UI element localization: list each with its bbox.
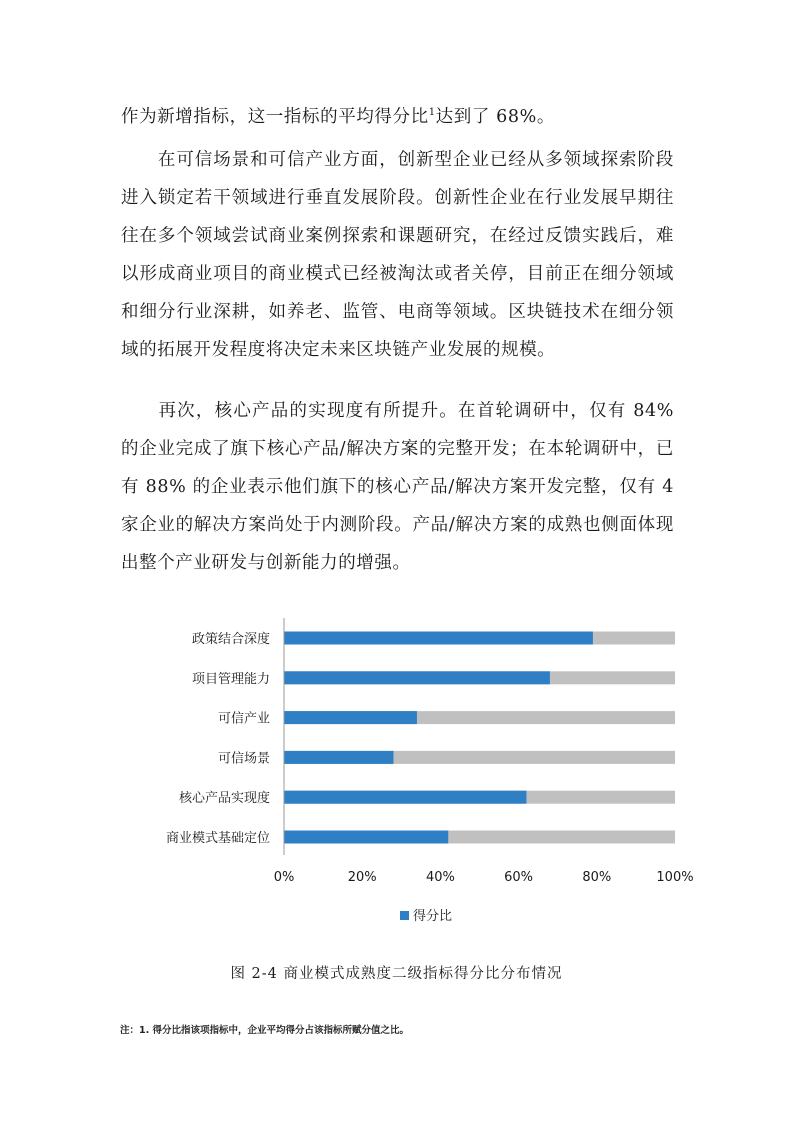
category-label: 可信场景: [217, 751, 270, 767]
category-label: 项目管理能力: [191, 671, 270, 687]
x-tick-label: 60%: [504, 870, 534, 885]
x-tick-label: 20%: [347, 870, 377, 885]
bar-score: [284, 671, 550, 684]
footnote-marker[interactable]: 1: [428, 107, 436, 118]
legend-label: 得分比: [413, 909, 453, 924]
paragraph-1-text: 作为新增指标，这一指标的平均得分比: [121, 107, 429, 127]
bar-score: [284, 632, 593, 645]
x-tick-label: 100%: [656, 870, 694, 885]
category-label: 商业模式基础定位: [165, 831, 270, 846]
category-label: 政策结合深度: [191, 632, 270, 647]
paragraph-2: 在可信场景和可信产业方面，创新型企业已经从多领域探索阶段进入锁定若干领域进行垂直发展阶段。创新性企业在行业发展早期往往在多个领域尝试商业案例探索和课题研究，在经过反馈实践后，难以形成商业项目的商业模式已经被淘汰或者关停，目前正在细分领域和细分行业深耕，如养老、监管、电商等领域。区块链技术在细分领域的拓展开发程度将决定未来区块链产业发展的规模。: [121, 150, 674, 360]
bar-score: [284, 751, 393, 764]
paragraph-1-text-end: 达到了 68%。: [435, 107, 555, 127]
score-ratio-bar-chart: [150, 615, 710, 945]
x-tick-label: 40%: [425, 870, 455, 885]
footnote: 注：1. 得分比指该项指标中，企业平均得分占该指标所赋分值之比。: [120, 1025, 410, 1036]
category-label: 可信产业: [217, 711, 270, 727]
bar-score: [284, 711, 417, 724]
bar-score: [284, 831, 448, 844]
figure-caption: 图 2-4 商业模式成熟度二级指标得分比分布情况: [230, 966, 563, 982]
paragraph-1: [121, 98, 674, 136]
category-label: 核心产品实现度: [178, 791, 270, 807]
legend-swatch: [400, 911, 409, 920]
paragraph-3: 再次，核心产品的实现度有所提升。在首轮调研中，仅有 84% 的企业完成了旗下核心产品/解决方案的完整开发；在本轮调研中，已有 88% 的企业表示他们旗下的核心产品/解决方案开发完整，仅有 4 家企业的解决方案尚处于内测阶段。产品/解决方案的成熟也侧面体现出整个产业研发与创新能力的增强。: [121, 401, 674, 573]
x-tick-label: 0%: [273, 870, 295, 885]
x-tick-label: 80%: [582, 870, 612, 885]
bar-score: [284, 791, 526, 804]
